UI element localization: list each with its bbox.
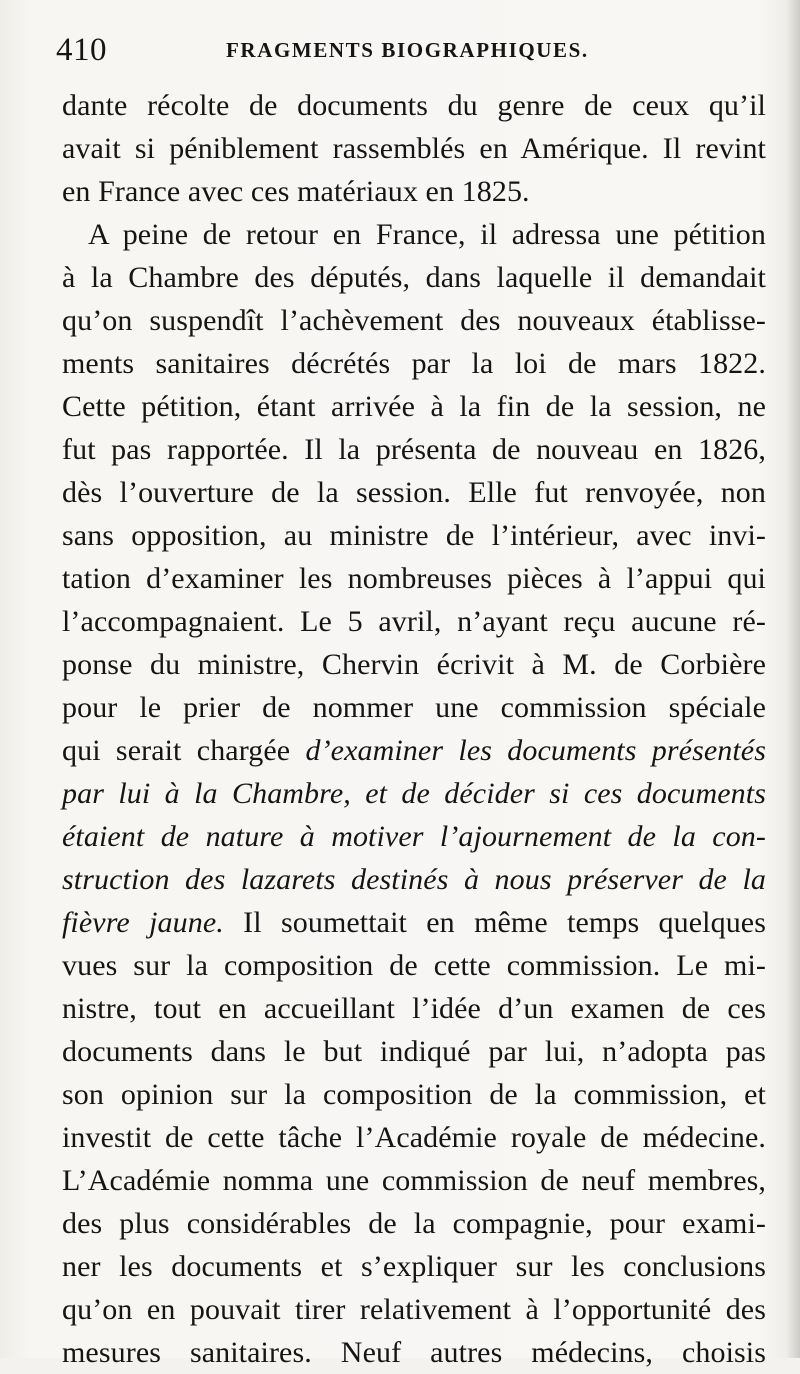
text-line: [62, 1245, 766, 1288]
text-line: [62, 1159, 766, 1202]
text-line: [62, 643, 766, 686]
text-line: [62, 1116, 766, 1159]
text-segment: ments sanitaires décrétés par la loi de mars 1822.: [62, 347, 766, 380]
text-segment: qui serait chargée: [62, 734, 306, 767]
page-number: 410: [56, 32, 107, 68]
text-line: [62, 213, 766, 256]
italic-text-segment: struction des lazarets destinés à nous préserver de la: [62, 863, 766, 896]
text-segment: dès l’ouverture de la session. Elle fut renvoyée, non: [62, 476, 766, 509]
text-line: [62, 815, 766, 858]
text-segment: dante récolte de documents du genre de ceux qu’il: [62, 89, 766, 122]
text-line: [62, 1073, 766, 1116]
text-line: [62, 1288, 766, 1331]
text-segment: tation d’examiner les nombreuses pièces à l’appui qui: [62, 562, 766, 595]
italic-text-segment: étaient de nature à motiver l’ajournement de la con-: [62, 820, 766, 853]
text-segment: des plus considérables de la compagnie, pour exami-: [62, 1207, 766, 1240]
text-segment: fut pas rapportée. Il la présenta de nouveau en 1826,: [62, 433, 766, 466]
text-segment: A peine de retour en France, il adressa une pétition: [88, 218, 766, 251]
text-segment: L’Académie nomma une commission de neuf membres,: [62, 1164, 766, 1197]
text-line: [62, 1030, 766, 1073]
text-line: [62, 858, 766, 901]
italic-text-segment: par lui à la Chambre, et de décider si ces documents: [62, 777, 766, 810]
text-segment: mesures sanitaires. Neuf autres médecins, choisis: [62, 1336, 766, 1369]
page-header: [56, 28, 762, 72]
italic-text-segment: d’examiner les documents présentés: [305, 734, 766, 767]
text-line: [62, 901, 766, 944]
text-line: [62, 299, 766, 342]
text-line: [62, 729, 766, 772]
text-segment: son opinion sur la composition de la commission, et: [62, 1078, 766, 1111]
text-line: [62, 686, 766, 729]
text-line: [62, 987, 766, 1030]
text-line: [62, 944, 766, 987]
text-segment: vues sur la composition de cette commission. Le mi-: [62, 949, 766, 982]
text-segment: investit de cette tâche l’Académie royale de médecine.: [62, 1121, 766, 1154]
page-edge-shadow: [786, 0, 800, 1358]
text-segment: en France avec ces matériaux en 1825.: [62, 175, 530, 208]
text-line: [62, 600, 766, 643]
text-segment: à la Chambre des députés, dans laquelle il demandait: [62, 261, 766, 294]
text-segment: Cette pétition, étant arrivée à la fin de la session, ne: [62, 390, 766, 423]
text-segment: sans opposition, au ministre de l’intérieur, avec invi-: [62, 519, 766, 552]
text-segment: avait si péniblement rassemblés en Amérique. Il revint: [62, 132, 766, 165]
text-line: [62, 471, 766, 514]
text-line: [62, 170, 766, 213]
text-line: [62, 514, 766, 557]
italic-text-segment: fièvre jaune.: [62, 906, 224, 939]
text-segment: qu’on suspendît l’achèvement des nouveaux établisse-: [62, 304, 766, 337]
text-segment: ner les documents et s’expliquer sur les conclusions: [62, 1250, 766, 1283]
text-line: [62, 1202, 766, 1245]
text-line: [62, 127, 766, 170]
text-segment: l’accompagnaient. Le 5 avril, n’ayant reçu aucune ré-: [62, 605, 766, 638]
text-line: [62, 385, 766, 428]
text-line: [62, 428, 766, 471]
text-line: [62, 84, 766, 127]
text-line: [62, 557, 766, 600]
text-line: [62, 1331, 766, 1374]
text-segment: qu’on en pouvait tirer relativement à l’opportunité des: [62, 1293, 766, 1326]
text-line: [62, 256, 766, 299]
text-segment: documents dans le but indiqué par lui, n’adopta pas: [62, 1035, 766, 1068]
text-segment: nistre, tout en accueillant l’idée d’un examen de ces: [62, 992, 766, 1025]
running-head: FRAGMENTS BIOGRAPHIQUES.: [226, 38, 589, 62]
text-line: [62, 342, 766, 385]
text-segment: ponse du ministre, Chervin écrivit à M. de Corbière: [62, 648, 766, 681]
text-line: [62, 772, 766, 815]
text-segment: Il soumettait en même temps quelques: [223, 906, 766, 939]
body-text: [62, 84, 766, 1374]
text-segment: pour le prier de nommer une commission spéciale: [62, 691, 766, 724]
